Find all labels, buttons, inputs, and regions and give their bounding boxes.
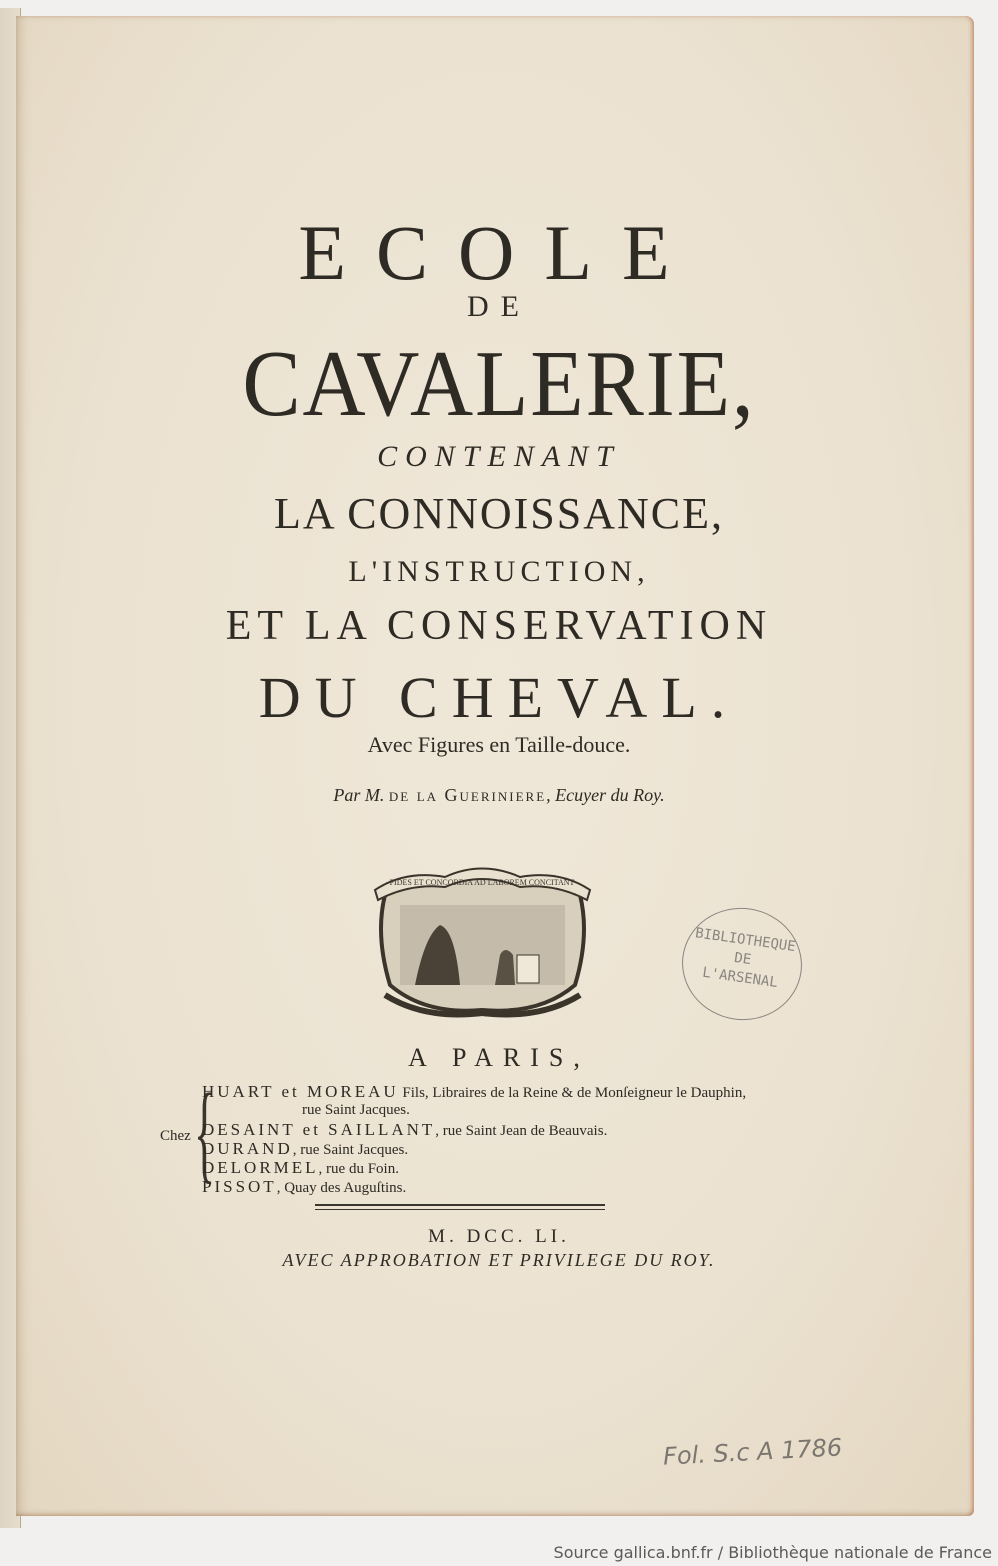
imprint-city: A PARIS, [408,1043,590,1072]
publisher-item-sub: rue Saint Jacques. [302,1102,410,1118]
publisher-item: DELORMEL, rue du Foin. [202,1158,399,1177]
handwritten-shelfmark: Fol. S.c A 1786 [662,1433,843,1471]
title-connoissance: LA CONNOISSANCE, [273,489,725,538]
double-rule-divider [315,1204,605,1210]
printer-vignette-engraving [365,855,600,1020]
subtitle: Avec Figures en Taille-douce. [367,732,631,757]
library-stamp: BIBLIOTHEQUE DE L'ARSENAL [675,900,809,1028]
publisher-item: DESAINT et SAILLANT, rue Saint Jean de Beauvais. [202,1120,608,1139]
title-cavalerie: CAVALERIE, [242,332,756,436]
imprint-date: M. DCC. LI. [428,1226,570,1247]
publisher-item: DURAND, rue Saint Jacques. [202,1139,409,1158]
publisher-item: PISSOT, Quay des Auguſtins. [202,1177,407,1196]
title-cheval: DU CHEVAL. [258,665,740,730]
chez-label: Chez [160,1128,191,1144]
source-credit: Source gallica.bnf.fr / Bibliothèque nationale de France [553,1543,992,1562]
publisher-item: HUART et MOREAU Fils, Libraires de la Reine & de Monſeigneur le Dauphin, [202,1082,747,1101]
title-conservation: ET LA CONSERVATION [225,603,773,649]
author-line [0,785,998,806]
title-ecole: ECOLE [298,209,700,296]
title-instruction: L'INSTRUCTION, [348,555,650,588]
title-de: DE [467,290,531,323]
svg-text:FIDES ET CONCORDIA AD LABOREM: FIDES ET CONCORDIA AD LABOREM CONCITANT [389,878,575,887]
author-prefix: Par M. [333,785,385,805]
brace-icon: { [194,1071,216,1193]
title-contenant: CONTENANT [377,440,621,473]
approbation-line: AVEC APPROBATION ET PRIVILEGE DU ROY. [282,1250,716,1270]
author-name: de la Gueriniere [388,785,547,805]
author-suffix: , Ecuyer du Roy. [546,785,665,805]
